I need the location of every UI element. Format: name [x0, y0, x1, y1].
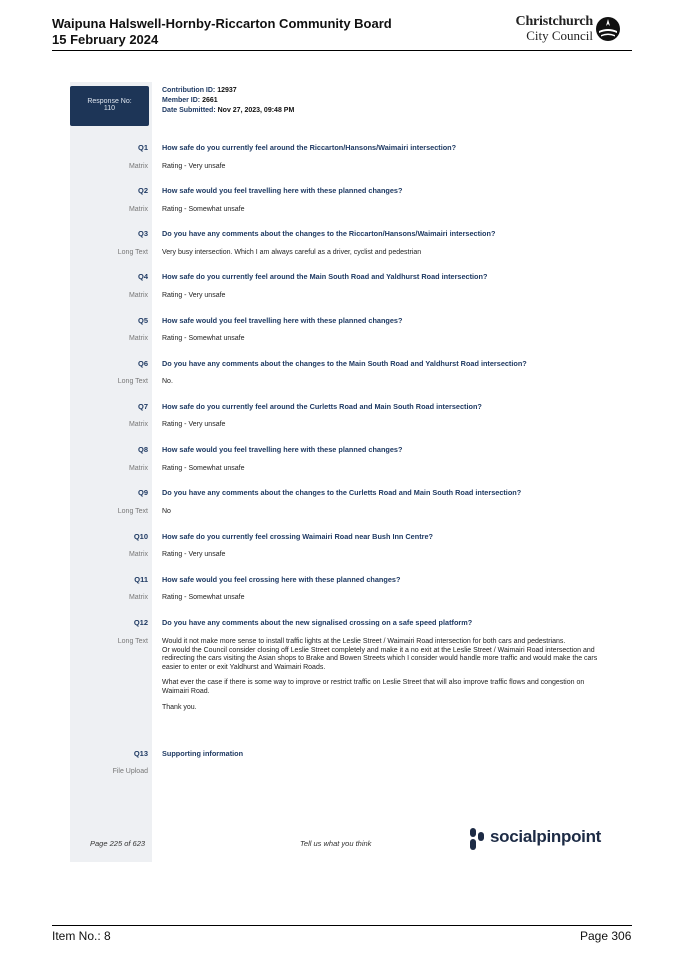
- question-text: Do you have any comments about the changes to the Curletts Road and Main South Road intersection?: [162, 488, 522, 497]
- question-type: Long Text: [117, 508, 148, 515]
- question-number: Q12: [133, 618, 148, 627]
- sheet-sidebar: [70, 82, 152, 862]
- answer-text: Rating - Somewhat unsafe: [162, 335, 245, 342]
- header-date: 15 February 2024: [52, 32, 159, 47]
- question-type: Matrix: [128, 465, 148, 472]
- answer-text: Rating - Very unsafe: [162, 421, 226, 428]
- footer-item-number: Item No.: 8: [52, 929, 111, 943]
- sheet-page-count: Page 225 of 623: [90, 839, 146, 848]
- question-type: Matrix: [128, 206, 148, 213]
- member-label: Member ID:: [162, 97, 201, 104]
- answer-text: No.: [162, 378, 173, 385]
- question-text: How safe would you feel travelling here with these planned changes?: [162, 316, 403, 325]
- question-text: How safe do you currently feel around the Curletts Road and Main South Road intersection?: [162, 402, 482, 411]
- question-text: How safe do you currently feel crossing Waimairi Road near Bush Inn Centre?: [162, 532, 433, 541]
- question-text: How safe would you feel crossing here with these planned changes?: [162, 575, 401, 584]
- footer-divider: [52, 925, 632, 926]
- question-number: Q9: [137, 488, 148, 497]
- answer-paragraph: Would it not make more sense to install traffic lights at the Leslie Street / Waimairi Road intersection for both cars and pedestrians.: [162, 638, 566, 645]
- question-text: Do you have any comments about the changes to the Main South Road and Yaldhurst Road intersection?: [162, 359, 527, 368]
- question-number: Q7: [137, 402, 148, 411]
- question-type: File Upload: [112, 768, 148, 775]
- question-text: How safe would you feel travelling here with these planned changes?: [162, 186, 403, 195]
- answer-paragraph: What ever the case if there is some way to improve or restrict traffic on Leslie Street that will also improve traffic flows and congestion on Waimairi Road.: [162, 679, 585, 695]
- question-type: Matrix: [128, 163, 148, 170]
- question-text: Do you have any comments about the new signalised crossing on a safe speed platform?: [162, 618, 473, 627]
- header-board-name: Waipuna Halswell-Hornby-Riccarton Community Board: [52, 16, 392, 31]
- question-number: Q5: [137, 316, 148, 325]
- answer-text: Rating - Somewhat unsafe: [162, 206, 245, 213]
- answer-paragraph: Or would the Council consider closing off Leslie Street completely and make it a no exit at the Leslie Street / Waimairi Road intersection and redirecting the cars visiting the Asian shops to Brake and Bowen Streets which I consider would handle more traffic and would make the cars easier to enter or exit Yaldhurst and Waimairi Roads.: [162, 646, 598, 671]
- question-text: How safe do you currently feel around the Main South Road and Yaldhurst Road intersection?: [162, 272, 488, 281]
- question-type: Matrix: [128, 421, 148, 428]
- response-badge-number: 110: [103, 105, 116, 112]
- response-sheet: [70, 82, 605, 862]
- question-type: Matrix: [128, 335, 148, 342]
- response-badge-label: Response No:: [87, 98, 132, 105]
- footer-page-number: Page 306: [580, 929, 632, 943]
- question-text: Do you have any comments about the changes to the Riccarton/Hansons/Waimairi intersection?: [162, 229, 496, 238]
- member-id: 2661: [202, 97, 218, 104]
- logo-line1: Christchurch: [515, 14, 593, 29]
- document-header-title: [52, 16, 392, 48]
- socialpinpoint-wordmark: socialpinpoint: [490, 827, 602, 846]
- response-meta: [162, 86, 294, 116]
- answer-text: No: [162, 508, 171, 515]
- date-label: Date Submitted:: [162, 107, 216, 114]
- sheet-tagline: Tell us what you think: [300, 839, 372, 848]
- question-number: Q6: [137, 359, 148, 368]
- question-number: Q10: [133, 532, 148, 541]
- contribution-label: Contribution ID:: [162, 87, 216, 94]
- question-number: Q8: [137, 445, 148, 454]
- question-text: How safe would you feel travelling here with these planned changes?: [162, 445, 403, 454]
- question-number: Q13: [133, 749, 148, 758]
- header-divider: [52, 50, 632, 51]
- answer-paragraph: Thank you.: [162, 703, 197, 711]
- date-submitted: Nov 27, 2023, 09:48 PM: [217, 107, 295, 114]
- question-text: How safe do you currently feel around the Riccarton/Hansons/Waimairi intersection?: [162, 143, 457, 152]
- contribution-id: 12937: [217, 87, 237, 94]
- question-number: Q2: [137, 186, 148, 195]
- question-type: Long Text: [117, 378, 148, 385]
- question-number: Q11: [134, 575, 148, 584]
- question-number: Q1: [137, 143, 148, 152]
- council-emblem-icon: [595, 16, 621, 42]
- answer-text: Rating - Somewhat unsafe: [162, 465, 245, 472]
- logo-line2: City Council: [526, 28, 593, 43]
- answer-text: Very busy intersection. Which I am always careful as a driver, cyclist and pedestrian: [162, 249, 422, 256]
- answer-text: Rating - Very unsafe: [162, 292, 226, 299]
- answer-text: Rating - Very unsafe: [162, 551, 226, 558]
- socialpinpoint-mark-icon: [470, 828, 485, 850]
- question-type: Matrix: [128, 292, 148, 299]
- question-type: Long Text: [117, 249, 148, 256]
- question-number: Q3: [137, 229, 148, 238]
- question-number: Q4: [137, 272, 148, 281]
- answer-text: Rating - Very unsafe: [162, 163, 226, 170]
- council-logo: [515, 14, 625, 46]
- answer-text: Rating - Somewhat unsafe: [162, 594, 245, 601]
- question-type: Long Text: [117, 638, 148, 645]
- question-type: Matrix: [128, 551, 148, 558]
- answer-long-text: [162, 638, 602, 719]
- question-type: Matrix: [128, 594, 148, 601]
- response-number-badge: [70, 86, 149, 126]
- question-text: Supporting information: [162, 749, 244, 758]
